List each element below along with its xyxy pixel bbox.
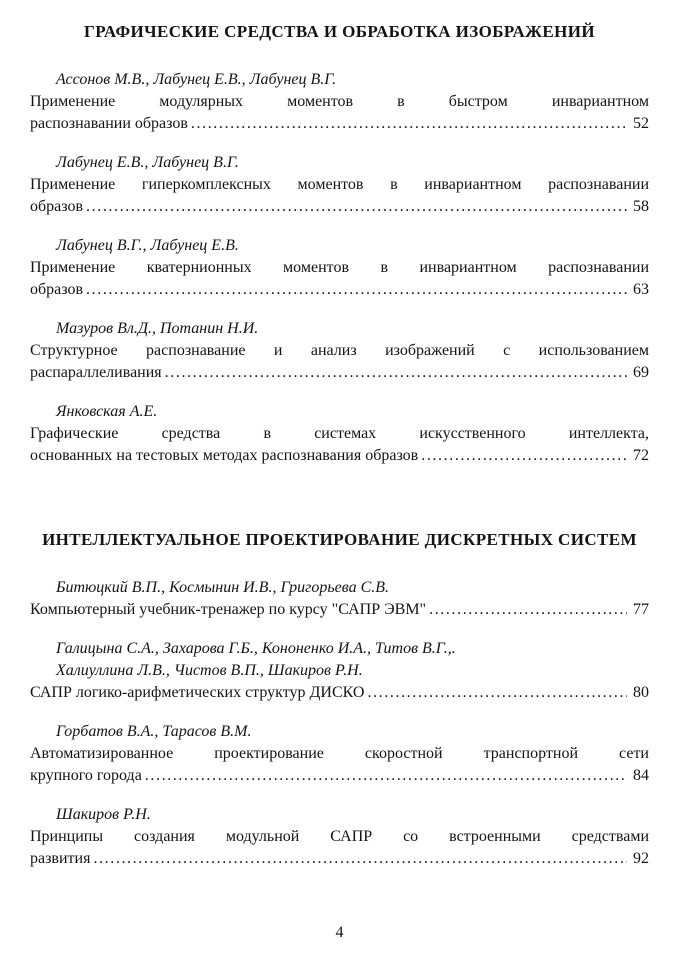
entry-authors: Битюцкий В.П., Космынин И.В., Григорьева С.В.	[56, 579, 390, 596]
entry-title-text: Компьютерный учебник-тренажер по курсу "САПР ЭВМ"	[30, 601, 427, 618]
dot-leader	[367, 682, 627, 704]
toc-entry	[30, 318, 649, 384]
dot-leader	[191, 113, 627, 135]
toc-entry	[30, 69, 649, 135]
entry-authors: Янковская А.Е.	[56, 403, 158, 420]
entry-title-last-line	[30, 599, 649, 621]
entry-page-number: 72	[633, 447, 649, 464]
entry-authors: Мазуров Вл.Д., Потанин Н.И.	[56, 320, 259, 337]
entry-page-number: 80	[633, 684, 649, 701]
entry-title-text: распознавании образов	[30, 115, 188, 132]
section-heading: ИНТЕЛЛЕКТУАЛЬНОЕ ПРОЕКТИРОВАНИЕ ДИСКРЕТНЫХ СИСТЕМ	[42, 530, 637, 549]
entry-title-line: Принципы создания модульной САПР со встроенными средствами	[30, 828, 649, 845]
entry-authors: Ассонов М.В., Лабунец Е.В., Лабунец В.Г.	[56, 71, 337, 88]
entry-authors: Шакиров Р.Н.	[56, 806, 151, 823]
entry-title-last-line	[30, 362, 649, 384]
entry-title-text: образов	[30, 198, 84, 215]
dot-leader	[421, 445, 627, 467]
entry-title-last-line	[30, 279, 649, 301]
page-number-footer: 4	[335, 924, 344, 941]
toc-section-graphics	[30, 20, 649, 484]
dot-leader	[93, 848, 627, 870]
entry-title-last-line	[30, 682, 649, 704]
entry-title-text: развития	[30, 850, 91, 867]
entry-title-line: Автоматизированное проектирование скоростной транспортной сети	[30, 745, 649, 762]
toc-entry	[30, 401, 649, 467]
dot-leader	[429, 599, 627, 621]
entry-page-number: 92	[633, 850, 649, 867]
dot-leader	[165, 362, 627, 384]
entry-title-last-line	[30, 765, 649, 787]
entry-page-number: 84	[633, 767, 649, 784]
toc-section-intellectual-design	[30, 484, 649, 887]
entry-title-line: Применение модулярных моментов в быстром инвариантном	[30, 93, 649, 110]
entry-title-text: основанных на тестовых методах распознавания образов	[30, 447, 419, 464]
entry-authors: Халиуллина Л.В., Чистов В.П., Шакиров Р.Н.	[56, 662, 363, 679]
toc-entry	[30, 577, 649, 621]
toc-entry	[30, 235, 649, 301]
entry-title-text: САПР логико-арифметических структур ДИСКО	[30, 684, 365, 701]
entry-page-number: 69	[633, 364, 649, 381]
entry-page-number: 58	[633, 198, 649, 215]
dot-leader	[86, 196, 627, 218]
entry-page-number: 52	[633, 115, 649, 132]
dot-leader	[86, 279, 627, 301]
entry-authors: Галицына С.А., Захарова Г.Б., Кононенко И.А., Титов В.Г.,.	[56, 640, 456, 657]
toc-entry	[30, 721, 649, 787]
entry-title-last-line	[30, 445, 649, 467]
toc-entry	[30, 804, 649, 870]
entry-title-last-line	[30, 848, 649, 870]
entry-title-line: Графические средства в системах искусственного интеллекта,	[30, 425, 649, 442]
entry-authors: Горбатов В.А., Тарасов В.М.	[56, 723, 252, 740]
entry-title-text: крупного города	[30, 767, 142, 784]
toc-entry	[30, 638, 649, 704]
entry-title-line: Применение кватернионных моментов в инвариантном распознавании	[30, 259, 649, 276]
entry-page-number: 77	[633, 601, 649, 618]
entry-page-number: 63	[633, 281, 649, 298]
entry-authors: Лабунец Е.В., Лабунец В.Г.	[56, 154, 239, 171]
entry-title-line: Применение гиперкомплексных моментов в инвариантном распознавании	[30, 176, 649, 193]
entry-authors: Лабунец В.Г., Лабунец Е.В.	[56, 237, 239, 254]
entry-title-text: распараллеливания	[30, 364, 162, 381]
toc-entry	[30, 152, 649, 218]
dot-leader	[145, 765, 627, 787]
entry-title-line: Структурное распознавание и анализ изображений с использованием	[30, 342, 649, 359]
section-heading: ГРАФИЧЕСКИЕ СРЕДСТВА И ОБРАБОТКА ИЗОБРАЖЕНИЙ	[84, 22, 595, 41]
entry-title-last-line	[30, 113, 649, 135]
entry-title-last-line	[30, 196, 649, 218]
entry-title-text: образов	[30, 281, 84, 298]
